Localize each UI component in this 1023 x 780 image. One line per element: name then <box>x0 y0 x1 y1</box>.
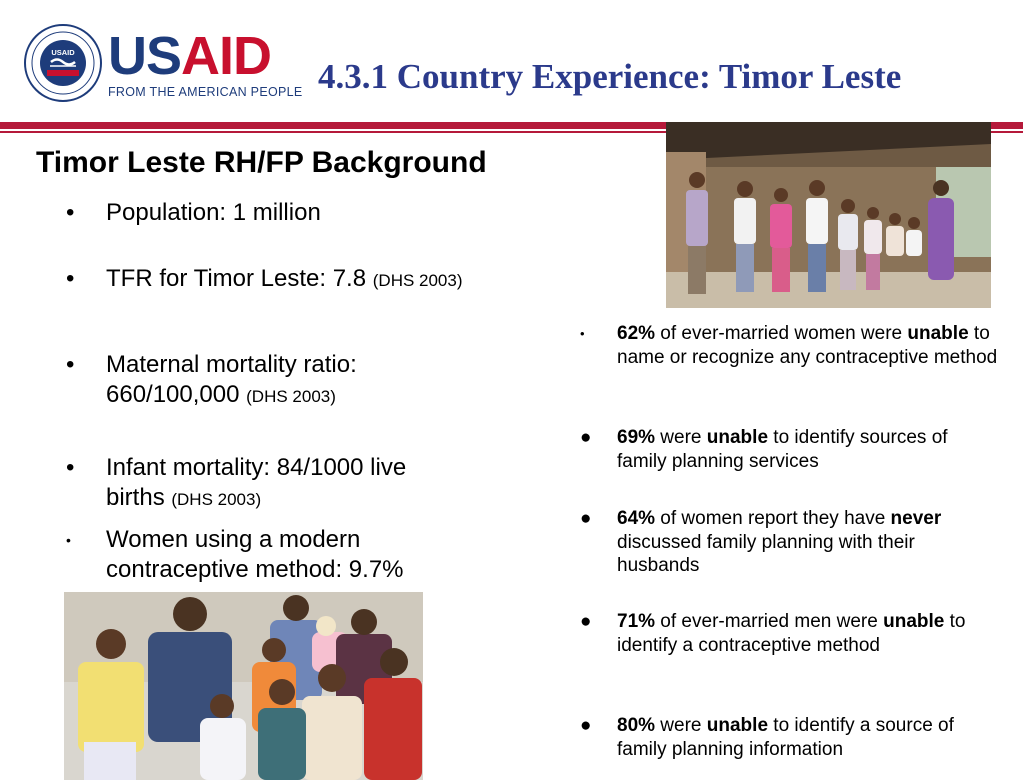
finding-percent: 80% <box>617 715 656 736</box>
finding-62-percent <box>580 322 1000 369</box>
bullet-text: Maternal mortality ratio: 660/100,000 <box>106 351 357 408</box>
seal-center-text: USAID <box>51 48 75 57</box>
finding-text: were <box>655 427 707 448</box>
finding-emphasis: unable <box>706 715 769 736</box>
wordmark-us: US <box>108 26 182 86</box>
finding-emphasis: unable <box>907 323 969 344</box>
bullet-marker: ● <box>580 611 592 632</box>
bullet-marker: ● <box>580 427 592 448</box>
bullet-marker: • <box>580 326 585 341</box>
bullet-text: Population: 1 million <box>106 199 321 226</box>
usaid-wordmark <box>108 26 303 99</box>
finding-71-percent <box>580 610 1000 657</box>
bullet-marker: • <box>66 265 75 292</box>
bullet-tfr <box>66 264 466 296</box>
finding-percent: 69% <box>617 427 656 448</box>
finding-percent: 62% <box>617 323 656 344</box>
wordmark-tagline: FROM THE AMERICAN PEOPLE <box>108 85 303 99</box>
wordmark-aid: AID <box>181 26 272 86</box>
usaid-seal-logo <box>24 24 102 102</box>
bullet-modern-contraceptive <box>66 525 466 585</box>
finding-text: of ever-married women were <box>655 323 908 344</box>
finding-emphasis: never <box>890 508 942 529</box>
bullet-marker: • <box>66 532 71 548</box>
finding-text: to identify a source of family planning information <box>617 715 954 760</box>
finding-text: were <box>655 715 707 736</box>
bullet-marker: ● <box>580 715 592 736</box>
bullet-marker: • <box>66 454 75 481</box>
finding-text: of women report they have <box>655 508 891 529</box>
bullet-text: TFR for Timor Leste: 7.8 <box>106 265 373 292</box>
finding-80-percent <box>580 714 1000 761</box>
finding-emphasis: unable <box>706 427 769 448</box>
bullet-source: (DHS 2003) <box>171 490 262 509</box>
finding-text: discussed family planning with their husbands <box>617 531 915 576</box>
bullet-marker: ● <box>580 508 592 529</box>
bullet-marker: • <box>66 199 75 226</box>
family-photo-group <box>64 592 423 780</box>
finding-percent: 71% <box>617 611 656 632</box>
bullet-infant-mortality <box>66 453 466 515</box>
finding-69-percent <box>580 426 1000 473</box>
bullet-source: (DHS 2003) <box>372 271 463 290</box>
finding-64-percent <box>580 507 1000 578</box>
bullet-source: (DHS 2003) <box>246 387 336 406</box>
bullet-population <box>66 198 466 228</box>
finding-text: of ever-married men were <box>655 611 884 632</box>
bullet-maternal-mortality <box>66 350 466 412</box>
slide-title: 4.3.1 Country Experience: Timor Leste <box>318 57 902 96</box>
bullet-marker: • <box>66 351 75 378</box>
section-title: Timor Leste RH/FP Background <box>36 146 487 179</box>
bullet-text: Infant mortality: 84/1000 live births <box>106 454 407 511</box>
finding-text: to identify a contraceptive method <box>617 611 966 656</box>
finding-text: to name or recognize any contraceptive method <box>617 323 998 368</box>
finding-text: to identify sources of family planning services <box>617 427 948 472</box>
finding-percent: 64% <box>617 508 656 529</box>
family-photo-house <box>666 122 991 308</box>
finding-emphasis: unable <box>883 611 945 632</box>
bullet-text: Women using a modern contraceptive method: 9.7% <box>106 526 404 583</box>
